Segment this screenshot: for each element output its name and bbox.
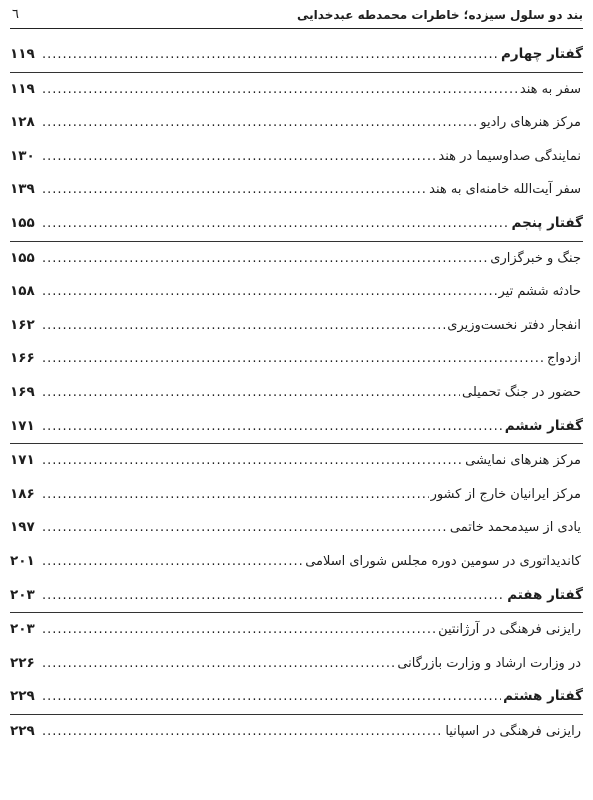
entry-title: رایزنی فرهنگی در اسپانیا [445,723,581,739]
toc-entry-row [10,376,583,410]
dot-leader [42,680,501,714]
chapter-page-number: ۱۵۵ [10,214,35,231]
toc-chapter-row [10,680,583,715]
chapter-page-number: ۱۱۹ [10,46,35,62]
entry-title: ازدواج [547,351,581,367]
chapter-title: گفتار هفتم [507,586,583,603]
toc-entry-row [10,444,583,478]
entry-title: حضور در جنگ تحمیلی [462,384,581,400]
dot-leader [42,275,497,309]
page-number: ٦ [12,7,19,22]
dot-leader [42,376,460,410]
table-of-contents [10,38,583,748]
running-title: بند دو سلول سیزده؛ خاطرات محمدطه عبدخدایی [297,8,583,22]
entry-page-number: ۱۹۷ [10,519,35,536]
entry-title: انفجار دفتر نخست‌وزیری [447,317,581,333]
toc-entry-row [10,275,583,309]
dot-leader [42,579,505,613]
toc-entry-row [10,647,583,681]
chapter-page-number: ۲۰۳ [10,586,35,603]
chapter-title: گفتار چهارم [501,46,583,62]
dot-leader [42,647,395,681]
dot-leader [42,613,436,647]
entry-page-number: ۱۶۹ [10,383,35,400]
entry-title: در وزارت ارشاد و وزارت بازرگانی [397,655,581,671]
toc-chapter-row [10,207,583,242]
entry-page-number: ۱۷۱ [10,452,35,469]
toc-entry-row [10,715,583,749]
entry-page-number: ۱۵۵ [10,249,35,266]
entry-title: حادثه ششم تیر [498,284,581,300]
dot-leader [42,173,427,207]
entry-page-number: ۱۵۸ [10,283,35,300]
entry-title: رایزنی فرهنگی در آرژانتین [438,622,581,638]
toc-entry-row [10,478,583,512]
entry-title: سفر آیت‌الله خامنه‌ای به هند [429,182,581,198]
entry-title: مرکز هنرهای رادیو [480,115,581,131]
entry-page-number: ۱۶۲ [10,316,35,333]
toc-chapter-row [10,410,583,445]
dot-leader [42,207,509,241]
entry-page-number: ۱۳۰ [10,147,35,164]
toc-chapter-row [10,579,583,614]
page-header [10,4,583,29]
dot-leader [42,242,488,276]
entry-page-number: ۱۸۶ [10,485,35,502]
toc-entry-row [10,511,583,545]
entry-page-number: ۱۳۹ [10,181,35,198]
entry-page-number: ۲۰۱ [10,552,35,569]
dot-leader [42,106,478,140]
entry-title: جنگ و خبرگزاری [490,250,581,266]
entry-title: سفر به هند [519,81,581,97]
entry-page-number: ۲۲۶ [10,654,35,671]
toc-entry-row [10,106,583,140]
entry-title: مرکز هنرهای نمایشی [465,453,581,469]
dot-leader [42,38,499,72]
dot-leader [42,478,429,512]
chapter-page-number: ۱۷۱ [10,417,35,434]
entry-page-number: ۱۱۹ [10,80,35,97]
dot-leader [42,410,503,444]
chapter-page-number: ۲۲۹ [10,688,35,705]
toc-entry-row [10,73,583,107]
dot-leader [42,444,463,478]
dot-leader [42,309,445,343]
chapter-title: گفتار پنجم [511,214,583,231]
toc-entry-row [10,140,583,174]
dot-leader [42,140,436,174]
chapter-title: گفتار ششم [504,417,583,434]
chapter-title: گفتار هشتم [503,688,583,705]
dot-leader [42,511,448,545]
entry-page-number: ۲۰۳ [10,621,35,638]
dot-leader [42,342,545,376]
entry-title: یادی از سیدمحمد خاتمی [449,520,581,536]
entry-title: نمایندگی صداوسیما در هند [438,148,581,164]
entry-page-number: ۲۲۹ [10,722,35,739]
entry-page-number: ۱۶۶ [10,350,35,367]
toc-entry-row [10,309,583,343]
toc-entry-row [10,173,583,207]
entry-title: مرکز ایرانیان خارج از کشور [430,486,581,502]
toc-entry-row [10,242,583,276]
entry-title: کاندیداتوری در سومین دوره مجلس شورای اسلامی [305,553,581,569]
entry-page-number: ۱۲۸ [10,114,35,131]
dot-leader [42,715,443,749]
toc-entry-row [10,342,583,376]
toc-entry-row [10,545,583,579]
dot-leader [42,73,518,107]
toc-chapter-row [10,38,583,73]
dot-leader [42,545,303,579]
toc-entry-row [10,613,583,647]
